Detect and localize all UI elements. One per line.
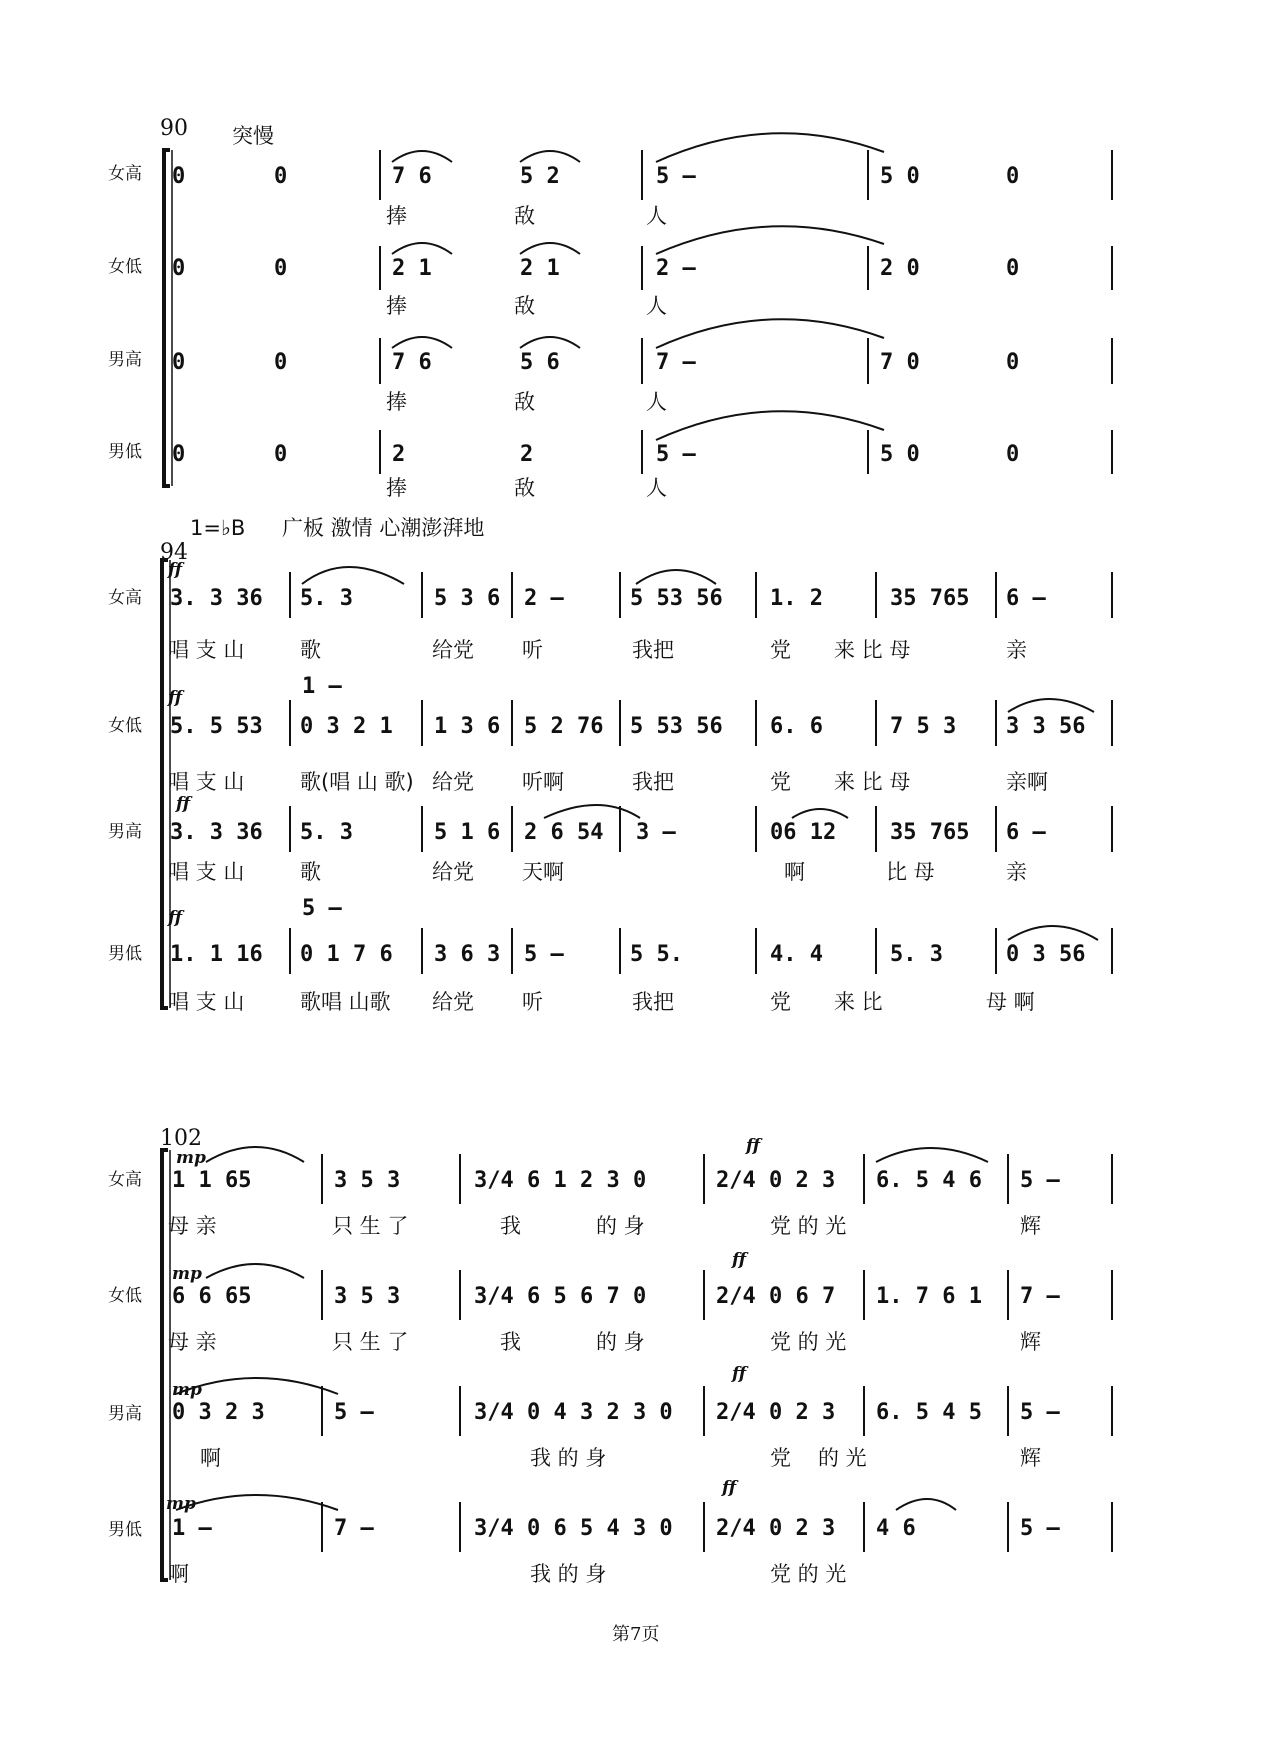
note-group: 0 — [172, 256, 186, 281]
voice-label: 女低 — [108, 1286, 142, 1306]
lyric: 党 — [770, 770, 791, 794]
voice-label: 男高 — [108, 350, 142, 370]
note-group: 3/4 6 5 6 7 0 — [474, 1284, 647, 1309]
note-group: 0 3 56 — [1006, 942, 1086, 967]
slur — [206, 1147, 304, 1162]
note-group: 35 765 — [890, 820, 970, 845]
lyric: 亲啊 — [1006, 770, 1048, 794]
note-group: 3 – — [636, 820, 676, 845]
system-bracket — [164, 150, 170, 486]
note-group: 3. 3 36 — [170, 820, 263, 845]
lyric: 亲 — [1006, 860, 1027, 884]
dynamic-marking: ff — [722, 1478, 737, 1498]
note-above: 1 – — [302, 674, 342, 699]
note-group: 5 – — [1020, 1400, 1060, 1425]
lyric: 唱 支 山 — [168, 990, 245, 1014]
note-group: 5 53 56 — [630, 586, 723, 611]
note-group: 3/4 6 1 2 3 0 — [474, 1168, 647, 1193]
note-group: 7 – — [1020, 1284, 1060, 1309]
voice-label: 男低 — [108, 944, 142, 964]
note-group: 5 0 — [880, 442, 920, 467]
dynamic-marking: ff — [732, 1364, 747, 1384]
voice-label: 男低 — [108, 1520, 142, 1540]
dynamic-marking: ff — [732, 1250, 747, 1270]
lyric: 天啊 — [522, 860, 564, 884]
measure-number: 90 — [160, 116, 188, 141]
lyric: 唱 支 山 — [168, 860, 245, 884]
note-group: 3 5 3 — [334, 1284, 401, 1309]
lyric: 敌 — [514, 204, 535, 228]
lyric: 给党 — [432, 860, 474, 884]
note-group: 5 – — [656, 442, 696, 467]
lyric: 党 的 光 — [770, 1330, 847, 1354]
lyric: 我把 — [632, 770, 674, 794]
lyric: 人 — [646, 204, 667, 228]
note-group: 6 6 65 — [172, 1284, 252, 1309]
slur — [392, 337, 452, 348]
lyric: 我 的 身 — [530, 1446, 607, 1470]
tempo-marking: 广板 激情 心潮澎湃地 — [282, 516, 485, 540]
slur — [656, 133, 884, 162]
note-group: 7 6 — [392, 350, 432, 375]
note-group: 5 2 — [520, 164, 560, 189]
note-group: 0 — [172, 442, 186, 467]
lyric: 听 — [522, 638, 543, 662]
note-group: 0 — [172, 350, 186, 375]
note-group: 1. 1 16 — [170, 942, 263, 967]
lyric: 只 生 了 — [332, 1214, 409, 1238]
lyric: 母 啊 — [986, 990, 1035, 1014]
lyric: 党 的 光 — [770, 1214, 847, 1238]
slur — [1008, 926, 1098, 940]
note-group: 1 – — [172, 1516, 212, 1541]
slur — [792, 809, 848, 818]
note-group: 6 – — [1006, 586, 1046, 611]
note-group: 5 2 76 — [524, 714, 604, 739]
dynamic-marking: mp — [166, 1494, 196, 1514]
dynamic-marking: mp — [176, 1148, 206, 1168]
note-group: 6. 5 4 6 — [876, 1168, 982, 1193]
dynamic-marking: ff — [168, 908, 183, 928]
note-group: 3/4 0 6 5 4 3 0 — [474, 1516, 673, 1541]
note-group: 7 – — [334, 1516, 374, 1541]
note-group: 3 6 3 — [434, 942, 501, 967]
slur — [176, 1495, 338, 1510]
note-group: 5. 3 — [300, 586, 353, 611]
note-group: 5 – — [524, 942, 564, 967]
page-number: 第7页 — [612, 1624, 660, 1645]
note-group: 2 – — [524, 586, 564, 611]
note-group: 0 — [1006, 256, 1020, 281]
dynamic-marking: ff — [176, 794, 191, 814]
note-group: 0 3 2 3 — [172, 1400, 265, 1425]
lyric: 敌 — [514, 390, 535, 414]
system-bracket — [162, 560, 168, 1008]
lyric: 给党 — [432, 990, 474, 1014]
dynamic-marking: mp — [172, 1264, 202, 1284]
note-group: 2 — [520, 442, 534, 467]
lyric: 啊 — [200, 1446, 221, 1470]
note-group: 35 765 — [890, 586, 970, 611]
note-group: 1. 2 — [770, 586, 823, 611]
note-group: 0 3 2 1 — [300, 714, 393, 739]
note-group: 5 0 — [880, 164, 920, 189]
voice-label: 女高 — [108, 588, 142, 608]
slur — [636, 570, 716, 584]
note-group: 2/4 0 2 3 — [716, 1400, 836, 1425]
note-group: 4 6 — [876, 1516, 916, 1541]
note-group: 7 6 — [392, 164, 432, 189]
lyric: 捧 — [386, 390, 407, 414]
slur — [544, 805, 640, 818]
lyric: 歌 — [300, 860, 321, 884]
note-group: 1 3 6 — [434, 714, 501, 739]
note-group: 0 — [1006, 350, 1020, 375]
lyric: 捧 — [386, 476, 407, 500]
note-group: 0 — [1006, 164, 1020, 189]
note-group: 2/4 0 2 3 — [716, 1168, 836, 1193]
note-group: 2 1 — [520, 256, 560, 281]
lyric: 比 母 — [886, 860, 935, 884]
note-group: 2 6 54 — [524, 820, 604, 845]
note-group: 4. 4 — [770, 942, 823, 967]
slur — [656, 319, 884, 348]
lyric: 我 — [500, 1330, 521, 1354]
lyric: 敌 — [514, 294, 535, 318]
lyric: 歌 — [300, 638, 321, 662]
lyric: 我把 — [632, 990, 674, 1014]
lyric: 给党 — [432, 638, 474, 662]
lyric: 亲 — [1006, 638, 1027, 662]
lyric: 给党 — [432, 770, 474, 794]
note-group: 5 6 — [520, 350, 560, 375]
lyric: 党 — [770, 638, 791, 662]
note-group: 0 1 7 6 — [300, 942, 393, 967]
lyric: 党 — [770, 1446, 791, 1470]
lyric: 的 身 — [596, 1330, 645, 1354]
slur — [520, 243, 580, 254]
lyric: 我把 — [632, 638, 674, 662]
slur — [392, 151, 452, 162]
lyric: 啊 — [784, 860, 805, 884]
note-group: 0 — [274, 350, 288, 375]
lyric: 母 亲 — [168, 1214, 217, 1238]
dynamic-marking: ff — [168, 560, 183, 580]
note-group: 5 5. — [630, 942, 683, 967]
note-group: 2 – — [656, 256, 696, 281]
voice-label: 男高 — [108, 1404, 142, 1424]
lyric: 辉 — [1020, 1446, 1041, 1470]
slur — [876, 1148, 988, 1162]
voice-label: 女高 — [108, 164, 142, 184]
lyric: 人 — [646, 390, 667, 414]
lyric: 捧 — [386, 294, 407, 318]
lyric: 来 比 母 — [834, 770, 911, 794]
lyric: 唱 支 山 — [168, 638, 245, 662]
tempo-marking: 突慢 — [232, 124, 274, 148]
lyric: 人 — [646, 294, 667, 318]
note-group: 7 5 3 — [890, 714, 957, 739]
measure-number: 94 — [160, 540, 188, 565]
voice-label: 女低 — [108, 257, 142, 277]
lyric: 我 — [500, 1214, 521, 1238]
lyric: 辉 — [1020, 1214, 1041, 1238]
lyric: 我 的 身 — [530, 1562, 607, 1586]
slur — [520, 337, 580, 348]
dynamic-marking: ff — [168, 688, 183, 708]
lyric: 唱 支 山 — [168, 770, 245, 794]
lyric: 来 比 — [834, 990, 883, 1014]
note-group: 0 — [274, 164, 288, 189]
note-group: 1 1 65 — [172, 1168, 252, 1193]
lyric: 听 — [522, 990, 543, 1014]
note-group: 5 53 56 — [630, 714, 723, 739]
note-group: 3 3 56 — [1006, 714, 1086, 739]
note-group: 3. 3 36 — [170, 586, 263, 611]
slur — [206, 1264, 304, 1278]
note-group: 7 – — [656, 350, 696, 375]
lyric: 只 生 了 — [332, 1330, 409, 1354]
note-group: 2/4 0 2 3 — [716, 1516, 836, 1541]
note-group: 6 – — [1006, 820, 1046, 845]
note-group: 3/4 0 4 3 2 3 0 — [474, 1400, 673, 1425]
dynamic-marking: mp — [172, 1380, 202, 1400]
note-above: 5 – — [302, 896, 342, 921]
dynamic-marking: ff — [746, 1136, 761, 1156]
slur — [656, 226, 884, 254]
note-group: 6. 5 4 5 — [876, 1400, 982, 1425]
lyric: 来 比 母 — [834, 638, 911, 662]
note-group: 2 1 — [392, 256, 432, 281]
lyric: 歌唱 山歌 — [300, 990, 391, 1014]
slur — [392, 243, 452, 254]
lyric: 人 — [646, 476, 667, 500]
note-group: 0 — [172, 164, 186, 189]
measure-number: 102 — [160, 1126, 202, 1151]
note-group: 5 – — [1020, 1516, 1060, 1541]
note-group: 5 1 6 — [434, 820, 501, 845]
note-group: 2/4 0 6 7 — [716, 1284, 836, 1309]
lyric: 党 的 光 — [770, 1562, 847, 1586]
note-group: 0 — [274, 256, 288, 281]
note-group: 5 – — [1020, 1168, 1060, 1193]
slur — [1008, 699, 1094, 712]
slur — [896, 1499, 956, 1510]
lyric: 党 — [770, 990, 791, 1014]
note-group: 5. 3 — [300, 820, 353, 845]
voice-label: 男低 — [108, 442, 142, 462]
note-group: 5 3 6 — [434, 586, 501, 611]
lyric: 敌 — [514, 476, 535, 500]
slur — [302, 567, 404, 584]
note-group: 1. 7 6 1 — [876, 1284, 982, 1309]
voice-label: 女低 — [108, 716, 142, 736]
note-group: 3 5 3 — [334, 1168, 401, 1193]
lyric: 啊 — [168, 1562, 189, 1586]
note-group: 5 – — [334, 1400, 374, 1425]
note-group: 5. 5 53 — [170, 714, 263, 739]
note-group: 0 — [1006, 442, 1020, 467]
note-group: 5. 3 — [890, 942, 943, 967]
note-group: 2 0 — [880, 256, 920, 281]
slur — [520, 151, 580, 162]
note-group: 06 12 — [770, 820, 837, 845]
voice-label: 男高 — [108, 822, 142, 842]
slur — [656, 411, 884, 440]
lyric: 的 光 — [818, 1446, 867, 1470]
note-group: 5 – — [656, 164, 696, 189]
slur — [176, 1378, 338, 1394]
lyric: 母 亲 — [168, 1330, 217, 1354]
lyric: 辉 — [1020, 1330, 1041, 1354]
note-group: 2 — [392, 442, 406, 467]
note-group: 0 — [274, 442, 288, 467]
note-group: 6. 6 — [770, 714, 823, 739]
note-group: 7 0 — [880, 350, 920, 375]
lyric: 听啊 — [522, 770, 564, 794]
lyric: 的 身 — [596, 1214, 645, 1238]
key-signature: 1=♭B — [190, 516, 246, 540]
lyric: 歌(唱 山 歌) — [300, 770, 414, 794]
voice-label: 女高 — [108, 1170, 142, 1190]
lyric: 捧 — [386, 204, 407, 228]
system-bracket — [162, 1150, 168, 1580]
